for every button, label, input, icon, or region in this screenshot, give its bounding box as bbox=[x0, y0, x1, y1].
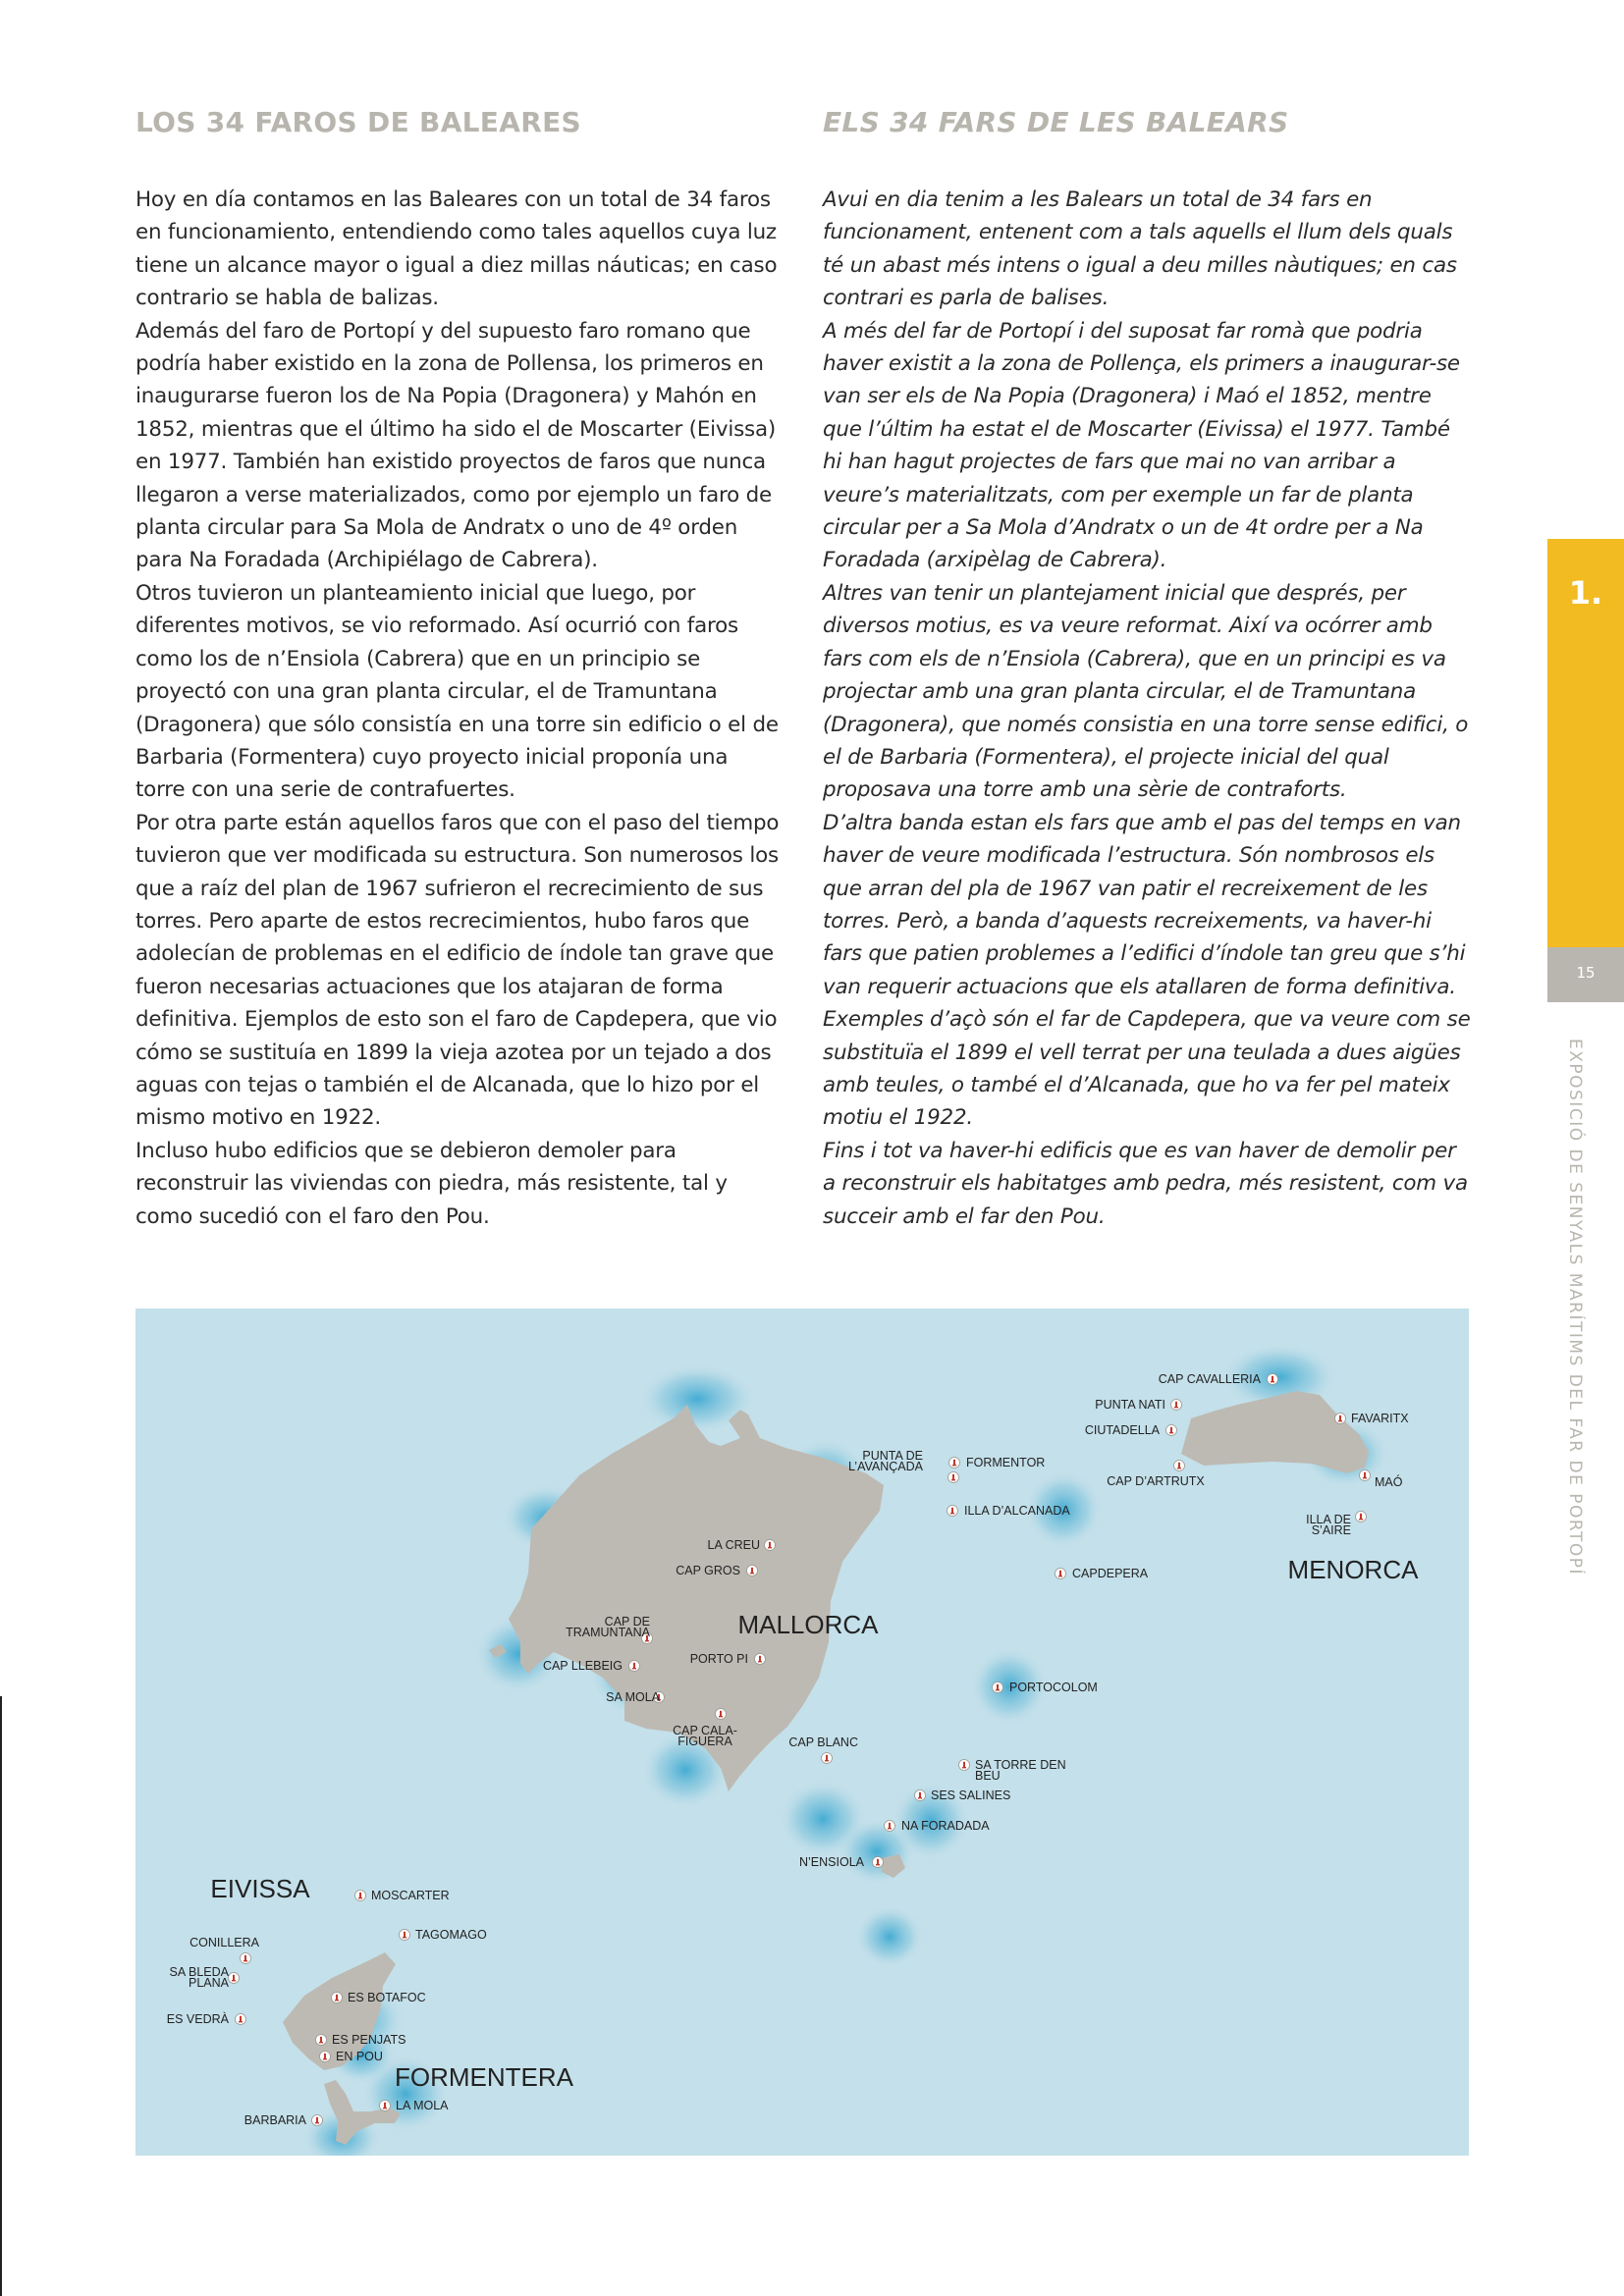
sa-mola-label: SA MOLA bbox=[606, 1690, 660, 1704]
catalan-paragraph: Altres van tenir un plantejament inicial que després, per diversos motius, es va veure reformat. Així va ocórrer amb fars com els de n’Ensiola (Cabrera), que en un principi es va projectar amb una gran planta circular, el de Tramuntana (Dragonera), que només consistia en una torre sense edifici, o el de Barbaria (Formentera), el projecte inicial del qual proposava una torre amb una sèrie de contraforts. bbox=[823, 580, 1469, 803]
cap-calafiguera-label: CAP CALA- bbox=[673, 1724, 737, 1737]
lighthouse-icon bbox=[949, 1458, 960, 1468]
lighthouse-icon bbox=[316, 2035, 327, 2046]
lighthouse-icon bbox=[312, 2115, 323, 2126]
spanish-paragraph: Por otra parte están aquellos faros que con el paso del tiempo tuvieron que ver modificada su estructura. Son numerosos los que a raíz del plan de 1967 sufrieron el recrecimiento de sus torres. Pero aparte de estos recrecimientos, hubo faros que adolecían de problemas en el edificio de índole tan grave que fueron necesarias actuaciones que los atajaran de forma definitiva. Ejemplos de esto son el faro de Capdepera, que vio cómo se sustituía en 1899 la vieja azotea por un tejado a dos aguas con tejas o también el de Alcanada, que lo hizo por el mismo motivo en 1922. bbox=[135, 810, 780, 1131]
en-pou-label: EN POU bbox=[336, 2050, 383, 2063]
cap-tramuntana-label: CAP DE bbox=[604, 1615, 650, 1629]
sa-torre-den-beu-label: BEU bbox=[975, 1769, 1001, 1783]
cap-calafiguera-label: FIGUERA bbox=[677, 1735, 732, 1748]
illa-aire-label: S’AIRE bbox=[1311, 1523, 1351, 1537]
page-number: 15 bbox=[1576, 964, 1596, 982]
formentera-label: FORMENTERA bbox=[395, 2062, 573, 2092]
menorca-label: MENORCA bbox=[1287, 1555, 1419, 1584]
lighthouse-icon bbox=[747, 1566, 758, 1576]
lighthouse-icon bbox=[1171, 1400, 1182, 1411]
lighthouse-icon bbox=[915, 1790, 926, 1801]
catalan-paragraph: D’altra banda estan els fars que amb el pas del temps en van haver de veure modificada l’estructura. Són nombrosos els que arran del pla de 1967 van patir el recreixement de les torres. Però, a banda d’aquests recreixements, va haver-hi fars que patien problemes a l’edifici d’índole tan greu que s’hi van requerir actuacions que els atallaren de forma definitiva. Exemples d’açò són el far de Capdepera, que va veure com se substituïa el 1899 el vell terrat per una teulada a dues aigües amb teules, o també el d’Alcanada, que ho va fer pel mateix motiu el 1922. bbox=[823, 810, 1471, 1131]
barbaria-label: BARBARIA bbox=[244, 2113, 306, 2127]
chapter-number: 1. bbox=[1568, 574, 1603, 612]
mallorca-label: MALLORCA bbox=[737, 1610, 879, 1639]
portocolom-label: PORTOCOLOM bbox=[1009, 1681, 1098, 1694]
illa-aire-label: ILLA DE bbox=[1306, 1513, 1351, 1526]
spanish-heading: LOS 34 FAROS DE BALEARES bbox=[135, 106, 581, 138]
spanish-paragraph: Además del faro de Portopí y del supuesto faro romano que podría haber existido en la zona de Pollensa, los primeros en inaugurarse fueron los de Na Popia (Dragonera) y Mahón en 1852, mientras que el último ha sido el de Moscarter (Eivissa) en 1977. También han existido proyectos de faros que nunca llegaron a verse materializados, como por ejemplo un faro de planta circular para Sa Mola de Andratx o uno de 4º orden para Na Foradada (Archipiélago de Cabrera). bbox=[135, 318, 777, 573]
catalan-paragraph: Fins i tot va haver-hi edificis que es van haver de demolir per a reconstruir els habitatges amb pedra, més resistent, com va succeir amb el far den Pou. bbox=[823, 1138, 1468, 1229]
catalan-heading: ELS 34 FARS DE LES BALEARS bbox=[823, 106, 1289, 138]
punta-nati-label: PUNTA NATI bbox=[1095, 1398, 1165, 1412]
nensiola-label: N’ENSIOLA bbox=[799, 1855, 864, 1869]
lighthouse-icon bbox=[885, 1821, 895, 1832]
punta-avancada-label: PUNTA DE bbox=[862, 1449, 923, 1463]
lighthouse-icon bbox=[629, 1661, 640, 1672]
eivissa-label: EIVISSA bbox=[210, 1874, 310, 1903]
cap-cavalleria-label: CAP CAVALLERIA bbox=[1158, 1372, 1261, 1386]
catalan-paragraph: Avui en dia tenim a les Balears un total de 34 fars en funcionament, entenent com a tals aquells el llum dels quals té un abast més intens o igual a deu milles nàutiques; en cas contrari es parla de balises. bbox=[823, 187, 1457, 311]
page-edge-line bbox=[0, 1696, 2, 2296]
es-botafoc-label: ES BOTAFOC bbox=[348, 1991, 426, 2004]
tagomago-label: TAGOMAGO bbox=[415, 1928, 487, 1942]
es-penjats-label: ES PENJATS bbox=[332, 2033, 406, 2047]
la-mola-label: LA MOLA bbox=[396, 2099, 449, 2112]
lighthouse-icon bbox=[755, 1654, 766, 1665]
lighthouse-map bbox=[135, 1308, 1469, 2156]
lighthouse-icon bbox=[993, 1682, 1003, 1693]
sa-bleda-plana-label: SA BLEDA bbox=[169, 1965, 229, 1979]
conillera-label: CONILLERA bbox=[189, 1936, 259, 1949]
spanish-column bbox=[135, 106, 784, 1233]
na-foradada-label: NA FORADADA bbox=[901, 1819, 990, 1833]
moscarter-label: MOSCARTER bbox=[371, 1889, 450, 1902]
lighthouse-icon bbox=[400, 1930, 410, 1941]
lighthouse-icon bbox=[332, 1993, 343, 2003]
lighthouse-icon bbox=[1268, 1374, 1278, 1385]
lighthouse-icon bbox=[241, 1953, 251, 1964]
lighthouse-icon bbox=[959, 1760, 970, 1771]
lighthouse-icon bbox=[716, 1709, 727, 1720]
capdepera-label: CAPDEPERA bbox=[1072, 1567, 1149, 1580]
mao-label: MAÓ bbox=[1375, 1475, 1403, 1489]
cap-gros-label: CAP GROS bbox=[676, 1564, 740, 1577]
spanish-paragraph: Incluso hubo edificios que se debieron demoler para reconstruir las viviendas con piedra, más resistente, tal y como sucedió con el faro den Pou. bbox=[135, 1138, 728, 1229]
lighthouse-icon bbox=[320, 2052, 331, 2062]
lighthouse-icon bbox=[380, 2101, 391, 2111]
spanish-paragraph: Otros tuvieron un planteamiento inicial que luego, por diferentes motivos, se vio reformado. Así ocurrió con faros como los de n’Ensiola (Cabrera) que en un principio se proyectó con una gran planta circular, el de Tramuntana (Dragonera) que sólo consistía en una torre sin edificio o el de Barbaria (Formentera) cuyo proyecto inicial proponía una torre con una serie de contrafuertes. bbox=[135, 580, 779, 803]
map-svg bbox=[135, 1308, 1469, 2156]
lighthouse-icon bbox=[1360, 1470, 1371, 1481]
cap-tramuntana-label: TRAMUNTANA bbox=[566, 1626, 650, 1639]
punta-avancada-label: L’AVANÇADA bbox=[848, 1460, 923, 1473]
es-vedra-label: ES VEDRÀ bbox=[166, 2012, 229, 2026]
porto-pi-label: PORTO PI bbox=[689, 1652, 748, 1666]
favaritx-label: FAVARITX bbox=[1351, 1412, 1409, 1425]
la-creu-label: LA CREU bbox=[707, 1538, 760, 1552]
lighthouse-icon bbox=[948, 1472, 959, 1483]
lighthouse-icon bbox=[822, 1753, 833, 1764]
lighthouse-icon bbox=[236, 2014, 246, 2025]
lighthouse-icon bbox=[229, 1973, 240, 1984]
formentor-label: FORMENTOR bbox=[966, 1456, 1046, 1469]
ses-salines-label: SES SALINES bbox=[931, 1789, 1011, 1802]
lighthouse-icon bbox=[947, 1506, 958, 1517]
sa-torre-den-beu-label: SA TORRE DEN bbox=[975, 1758, 1066, 1772]
sa-bleda-plana-label: PLANA bbox=[189, 1976, 229, 1990]
cap-llebeig-label: CAP LLEBEIG bbox=[542, 1659, 623, 1673]
lighthouse-icon bbox=[1056, 1569, 1066, 1579]
lighthouse-icon bbox=[873, 1857, 884, 1868]
lighthouse-icon bbox=[355, 1891, 366, 1901]
cap-blanc-label: CAP BLANC bbox=[788, 1735, 858, 1749]
spanish-paragraph: Hoy en día contamos en las Baleares con un total de 34 faros en funcionamiento, entendiendo como tales aquellos cuya luz tiene un alcance mayor o igual a diez millas náuticas; en caso contrario se habla de balizas. bbox=[135, 187, 778, 311]
lighthouse-icon bbox=[765, 1540, 776, 1551]
lighthouse-icon bbox=[1356, 1512, 1367, 1522]
lighthouse-icon bbox=[1166, 1425, 1177, 1436]
ciutadella-label: CIUTADELLA bbox=[1084, 1423, 1160, 1437]
cap-artrutx-label: CAP D’ARTRUTX bbox=[1107, 1474, 1205, 1488]
lighthouse-icon bbox=[1335, 1414, 1346, 1424]
lighthouse-icon bbox=[1174, 1461, 1185, 1471]
catalan-column bbox=[823, 106, 1471, 1233]
illa-alcanada-label: ILLA D’ALCANADA bbox=[964, 1504, 1070, 1518]
exhibition-title: EXPOSICIÓ DE SENYALS MARÍTIMS DEL FAR DE PORTOPÍ bbox=[1565, 1039, 1585, 1575]
catalan-paragraph: A més del far de Portopí i del suposat far romà que podria haver existit a la zona de Pollença, els primers a inaugurar-se van ser els de Na Popia (Dragonera) i Maó el 1852, mentre que l’últim ha estat el de Moscarter (Eivissa) el 1977. També hi han hagut projectes de fars que mai no van arribar a veure’s materialitzats, com per exemple un far de planta circular per a Sa Mola d’Andratx o un de 4t ordre per a Na Foradada (arxipèlag de Cabrera). bbox=[823, 318, 1460, 573]
